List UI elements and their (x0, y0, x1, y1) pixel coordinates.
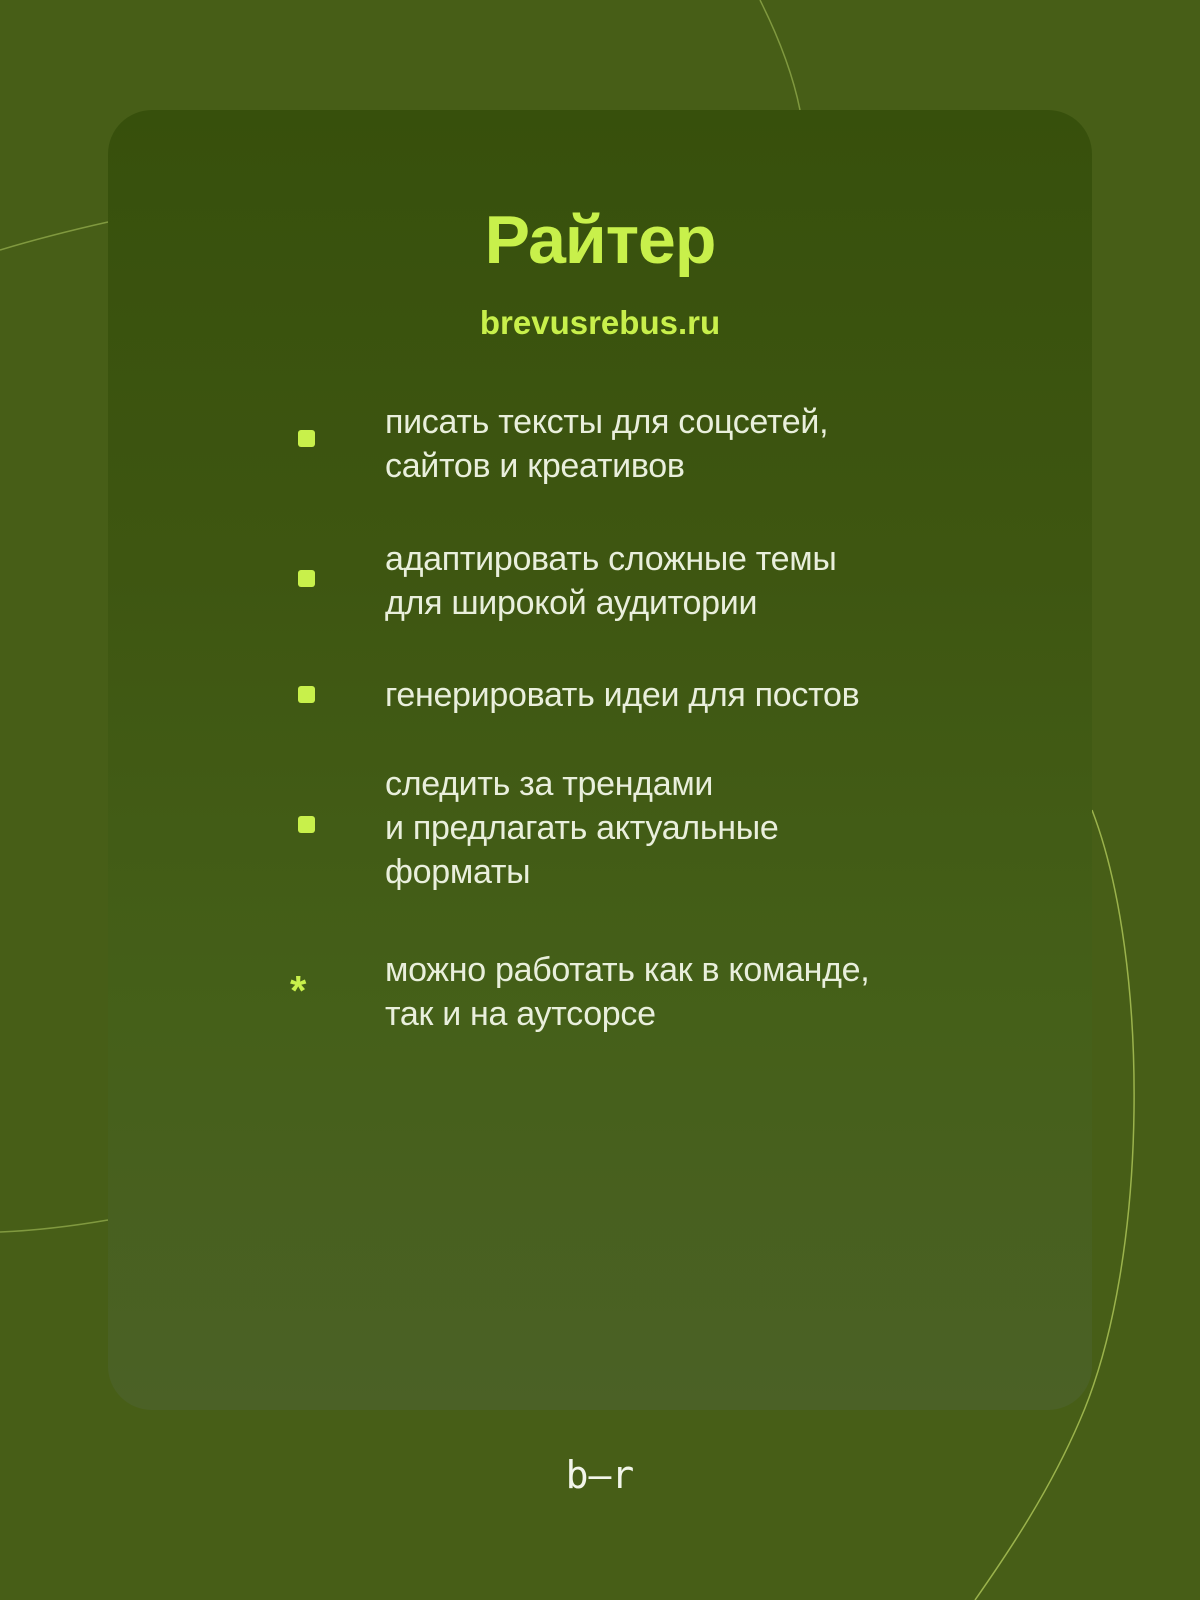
square-bullet-icon (298, 570, 315, 587)
list-item-text (385, 400, 1005, 488)
bg-arc-top (760, 0, 800, 110)
asterisk-icon: * (290, 967, 307, 1014)
list-item-line: следить за трендами (385, 765, 714, 803)
list-item-line: адаптировать сложные темы (385, 540, 837, 578)
card-title: Райтер (484, 202, 716, 278)
list-item-line: для широкой аудитории (385, 584, 758, 622)
site-link[interactable]: brevusrebus.ru (479, 304, 721, 341)
list-item-line: можно работать как в команде, (385, 951, 870, 989)
brand-logo: b–r (565, 1453, 635, 1497)
list-item-line: форматы (385, 853, 531, 891)
list-item-line: и предлагать актуальные (385, 809, 779, 847)
list-item-line: так и на аутсорсе (385, 995, 656, 1033)
list-item-text (385, 673, 1005, 717)
list-item-text (385, 948, 1005, 1036)
square-bullet-icon (298, 816, 315, 833)
square-bullet-icon (298, 430, 315, 447)
bg-arc-left-bottom (0, 1220, 108, 1232)
list-item-line: сайтов и креативов (385, 447, 685, 485)
info-card (108, 110, 1092, 1410)
list-item-text (385, 762, 1005, 894)
bg-arc-left-top (0, 222, 108, 250)
list-item-line: писать тексты для соцсетей, (385, 403, 829, 441)
list-item-text (385, 537, 1005, 625)
list-item-line: генерировать идеи для постов (385, 676, 860, 714)
square-bullet-icon (298, 686, 315, 703)
